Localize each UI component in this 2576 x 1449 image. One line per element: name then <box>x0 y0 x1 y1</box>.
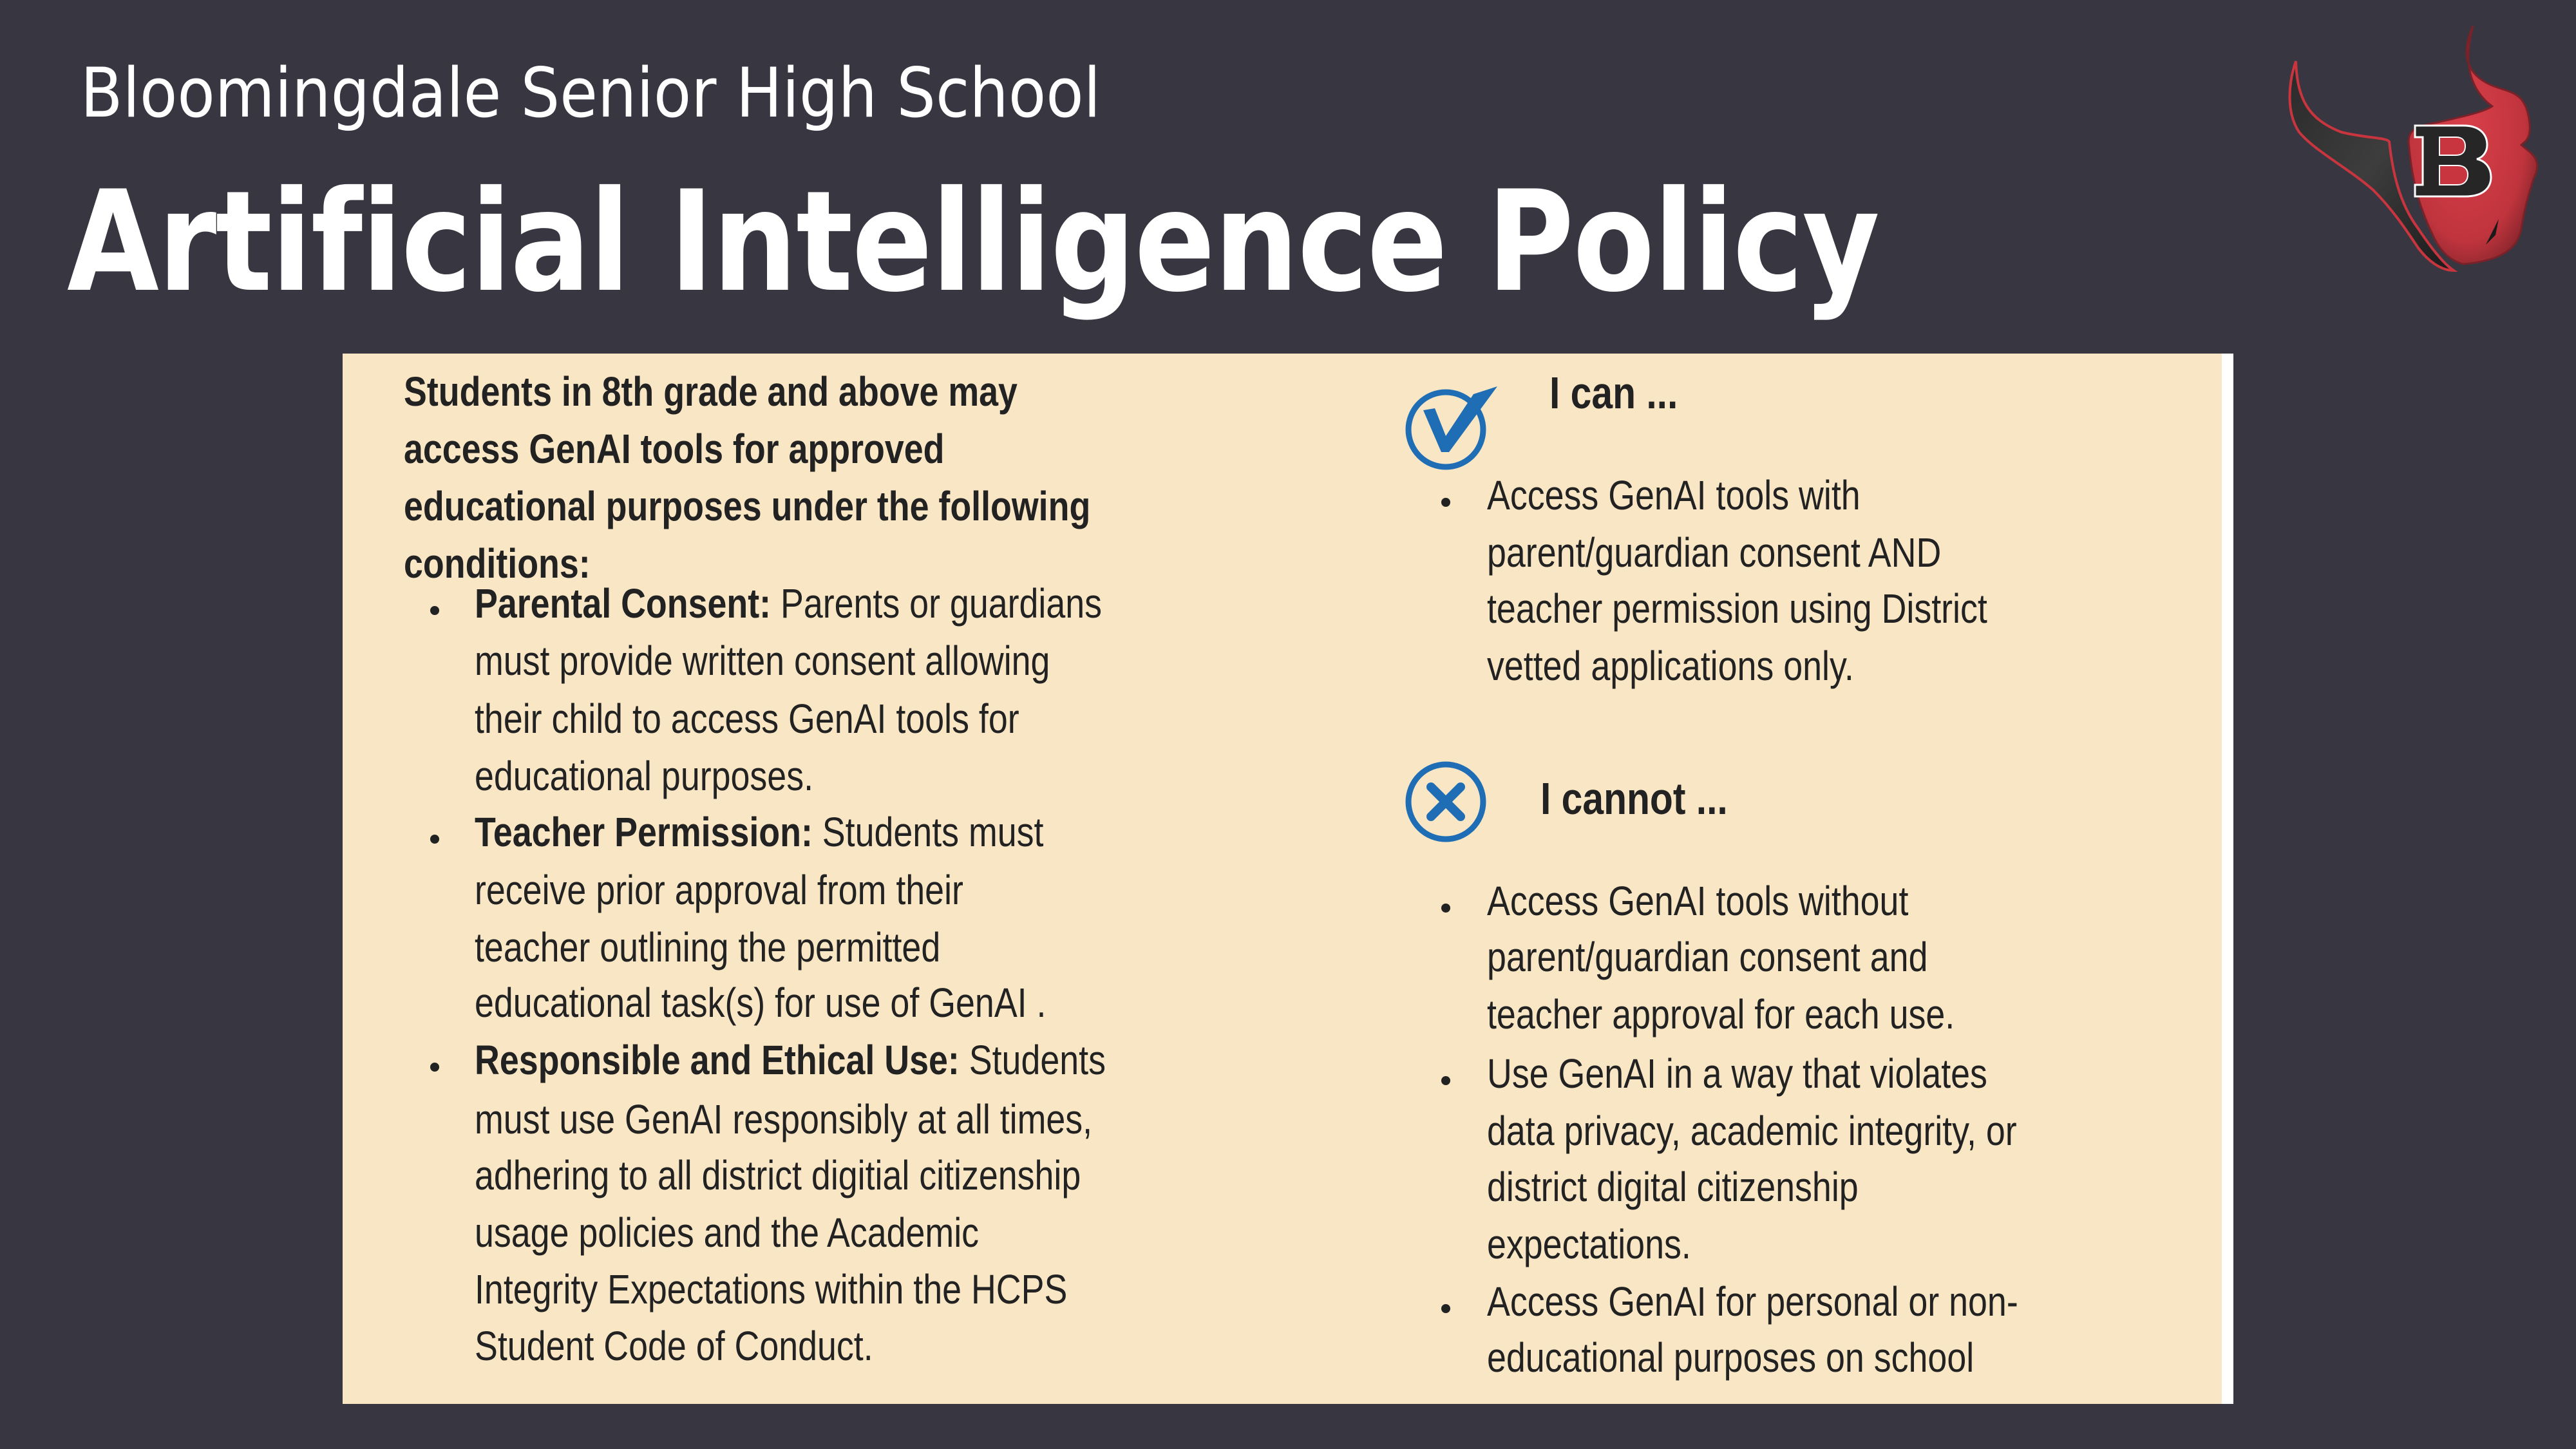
check-circle-icon <box>1404 381 1501 471</box>
bullet-icon <box>430 606 439 615</box>
condition-line: must provide written consent allowing <box>475 638 1050 684</box>
condition-text: Students <box>959 1037 1106 1083</box>
condition-line: Integrity Expectations within the HCPS <box>475 1266 1068 1312</box>
bull-logo-icon <box>2270 23 2544 280</box>
bullet-icon <box>1441 1076 1450 1085</box>
condition-line: usage policies and the Academic <box>475 1209 980 1256</box>
condition-line: educational task(s) for use of GenAI . <box>475 980 1046 1026</box>
bullet-icon <box>1441 904 1450 913</box>
bullet-icon <box>430 1063 439 1072</box>
condition-line: receive prior approval from their <box>475 867 963 913</box>
condition-line: teacher outlining the permitted <box>475 924 941 971</box>
condition-text: Students must <box>812 809 1044 855</box>
intro-line: Students in 8th grade and above may <box>404 368 1018 415</box>
condition-label: Responsible and Ethical Use: <box>475 1037 960 1083</box>
cannot-line: Access GenAI for personal or non- <box>1487 1278 2018 1325</box>
can-line: parent/guardian consent AND <box>1487 529 1942 576</box>
cannot-line: Use GenAI in a way that violates <box>1487 1050 1987 1097</box>
school-name: Bloomingdale Senior High School <box>80 53 1101 133</box>
condition-first-line <box>475 580 1103 627</box>
condition-line: educational purposes. <box>475 753 814 799</box>
page-title: Artificial Intelligence Policy <box>67 161 1879 323</box>
condition-line: their child to access GenAI tools for <box>475 696 1019 742</box>
condition-first-line <box>475 1039 1106 1081</box>
condition-line: Student Code of Conduct. <box>475 1323 873 1369</box>
intro-line: educational purposes under the following <box>404 483 1091 529</box>
can-line: Access GenAI tools with <box>1487 472 1861 518</box>
condition-label: Teacher Permission: <box>475 809 813 855</box>
cannot-line: Access GenAI tools without <box>1487 878 1909 924</box>
cannot-line: educational purposes on school <box>1487 1334 1975 1381</box>
can-heading: I can ... <box>1549 368 1678 418</box>
cannot-line: data privacy, academic integrity, or <box>1487 1108 2017 1154</box>
cannot-line: teacher approval for each use. <box>1487 991 1955 1037</box>
bullet-icon <box>430 835 439 844</box>
cannot-line: parent/guardian consent and <box>1487 934 1928 980</box>
intro-line: conditions: <box>404 540 591 587</box>
condition-text: Parents or guardians <box>771 580 1103 627</box>
can-line: teacher permission using District <box>1487 585 1987 632</box>
condition-first-line <box>475 811 1043 853</box>
cannot-line: expectations. <box>1487 1221 1691 1267</box>
x-circle-icon <box>1404 757 1494 847</box>
condition-label: Parental Consent: <box>475 580 772 627</box>
panel-edge <box>2222 354 2233 1404</box>
condition-line: adhering to all district digitial citizenship <box>475 1152 1081 1198</box>
can-line: vetted applications only. <box>1487 643 1854 689</box>
condition-line: must use GenAI responsibly at all times, <box>475 1096 1093 1142</box>
bullet-icon <box>1441 1304 1450 1313</box>
bullet-icon <box>1441 498 1450 507</box>
cannot-heading: I cannot ... <box>1540 773 1728 824</box>
cannot-line: district digital citizenship <box>1487 1164 1859 1210</box>
intro-line: access GenAI tools for approved <box>404 426 945 472</box>
